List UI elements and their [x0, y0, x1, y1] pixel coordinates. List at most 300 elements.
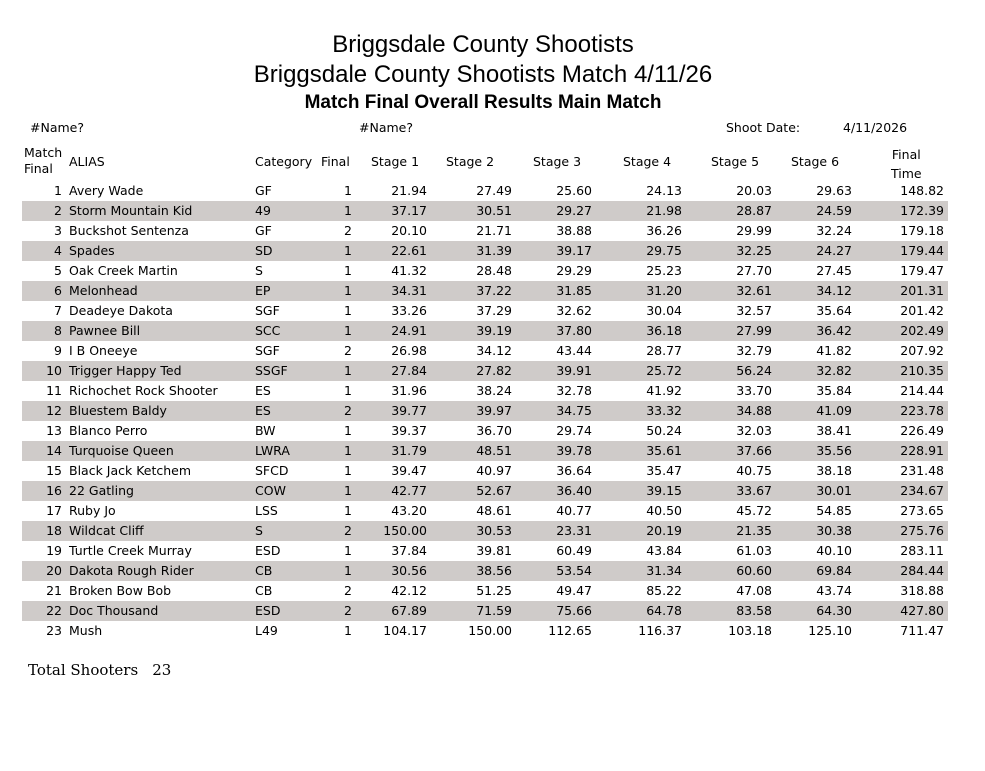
cell-stage-2: 150.00 — [468, 623, 512, 638]
cell-alias: Dakota Rough Rider — [69, 563, 194, 578]
cell-alias: 22 Gatling — [69, 483, 134, 498]
cell-final: 2 — [344, 583, 352, 598]
cell-stage-6: 69.84 — [816, 563, 852, 578]
cell-stage-3: 31.85 — [556, 283, 592, 298]
cell-alias: Black Jack Ketchem — [69, 463, 192, 478]
table-row — [22, 481, 948, 501]
cell-stage-5: 83.58 — [736, 603, 772, 618]
cell-stage-2: 28.48 — [476, 263, 512, 278]
cell-stage-4: 24.13 — [646, 183, 682, 198]
cell-stage-5: 60.60 — [736, 563, 772, 578]
cell-stage-5: 29.99 — [736, 223, 772, 238]
table-row — [22, 601, 948, 621]
cell-stage-4: 31.20 — [646, 283, 682, 298]
cell-stage-5: 32.61 — [736, 283, 772, 298]
cell-stage-4: 30.04 — [646, 303, 682, 318]
cell-alias: Deadeye Dakota — [69, 303, 173, 318]
cell-place: 10 — [46, 363, 62, 378]
cell-category: SSGF — [255, 363, 288, 378]
cell-category: ES — [255, 403, 271, 418]
cell-final-time: 207.92 — [900, 343, 944, 358]
total-shooters-label: Total Shooters — [28, 661, 139, 679]
table-row — [22, 581, 948, 601]
cell-final: 2 — [344, 403, 352, 418]
table-row — [22, 401, 948, 421]
table-row — [22, 281, 948, 301]
cell-stage-3: 49.47 — [556, 583, 592, 598]
table-row — [22, 321, 948, 341]
cell-category: LSS — [255, 503, 278, 518]
col-stage1: Stage 1 — [371, 154, 420, 169]
cell-final-time: 318.88 — [900, 583, 944, 598]
cell-stage-4: 25.72 — [646, 363, 682, 378]
cell-category: SD — [255, 243, 273, 258]
cell-alias: Bluestem Baldy — [69, 403, 167, 418]
cell-stage-5: 33.70 — [736, 383, 772, 398]
table-row — [22, 361, 948, 381]
cell-final-time: 223.78 — [900, 403, 944, 418]
cell-final-time: 148.82 — [900, 183, 944, 198]
cell-stage-5: 33.67 — [736, 483, 772, 498]
cell-category: SGF — [255, 343, 280, 358]
cell-stage-2: 31.39 — [476, 243, 512, 258]
cell-alias: Ruby Jo — [69, 503, 116, 518]
cell-stage-3: 34.75 — [556, 403, 592, 418]
cell-stage-1: 33.26 — [391, 303, 427, 318]
cell-final: 1 — [344, 483, 352, 498]
cell-final: 1 — [344, 363, 352, 378]
cell-stage-5: 27.70 — [736, 263, 772, 278]
cell-stage-5: 32.03 — [736, 423, 772, 438]
cell-stage-4: 20.19 — [646, 523, 682, 538]
club-title: Briggsdale County Shootists — [332, 31, 634, 58]
cell-stage-1: 30.56 — [391, 563, 427, 578]
cell-alias: Doc Thousand — [69, 603, 159, 618]
match-title: Briggsdale County Shootists Match 4/11/26 — [253, 61, 713, 88]
cell-stage-6: 35.64 — [816, 303, 852, 318]
cell-stage-4: 35.47 — [646, 463, 682, 478]
cell-stage-5: 40.75 — [736, 463, 772, 478]
shoot-date-label: Shoot Date: — [726, 120, 801, 135]
cell-place: 8 — [54, 323, 62, 338]
cell-stage-3: 40.77 — [556, 503, 592, 518]
cell-stage-2: 38.56 — [476, 563, 512, 578]
cell-category: GF — [255, 223, 272, 238]
cell-category: CB — [255, 583, 273, 598]
cell-stage-2: 30.51 — [476, 203, 512, 218]
cell-category: BW — [255, 423, 276, 438]
col-final-time-line1: Final — [891, 147, 921, 162]
cell-stage-4: 29.75 — [646, 243, 682, 258]
cell-stage-3: 25.60 — [556, 183, 592, 198]
cell-stage-5: 20.03 — [736, 183, 772, 198]
cell-stage-2: 71.59 — [476, 603, 512, 618]
cell-place: 6 — [54, 283, 62, 298]
cell-stage-2: 36.70 — [476, 423, 512, 438]
cell-stage-3: 43.44 — [556, 343, 592, 358]
cell-final: 1 — [344, 203, 352, 218]
cell-final: 1 — [344, 563, 352, 578]
cell-stage-1: 24.91 — [391, 323, 427, 338]
cell-place: 21 — [46, 583, 62, 598]
cell-stage-1: 26.98 — [391, 343, 427, 358]
cell-final: 1 — [344, 463, 352, 478]
cell-final-time: 201.42 — [900, 303, 944, 318]
cell-alias: Wildcat Cliff — [69, 523, 144, 538]
cell-stage-4: 28.77 — [646, 343, 682, 358]
col-stage4: Stage 4 — [623, 154, 672, 169]
cell-final: 1 — [344, 623, 352, 638]
cell-stage-6: 30.38 — [816, 523, 852, 538]
cell-stage-2: 48.61 — [476, 503, 512, 518]
cell-final-time: 226.49 — [900, 423, 944, 438]
cell-stage-1: 42.77 — [391, 483, 427, 498]
cell-stage-3: 60.49 — [556, 543, 592, 558]
cell-final: 2 — [344, 343, 352, 358]
cell-stage-4: 31.34 — [646, 563, 682, 578]
cell-stage-6: 38.41 — [816, 423, 852, 438]
cell-final-time: 228.91 — [900, 443, 944, 458]
cell-stage-3: 39.91 — [556, 363, 592, 378]
cell-alias: Avery Wade — [69, 183, 144, 198]
col-stage3: Stage 3 — [533, 154, 582, 169]
table-row — [22, 561, 948, 581]
cell-stage-2: 27.82 — [476, 363, 512, 378]
cell-category: COW — [255, 483, 286, 498]
cell-stage-3: 53.54 — [556, 563, 592, 578]
cell-final: 1 — [344, 303, 352, 318]
cell-stage-5: 103.18 — [728, 623, 772, 638]
cell-place: 22 — [46, 603, 62, 618]
cell-stage-5: 27.99 — [736, 323, 772, 338]
cell-stage-5: 32.79 — [736, 343, 772, 358]
cell-stage-1: 31.79 — [391, 443, 427, 458]
cell-final: 1 — [344, 243, 352, 258]
cell-stage-2: 21.71 — [476, 223, 512, 238]
cell-stage-1: 39.47 — [391, 463, 427, 478]
cell-stage-6: 41.09 — [816, 403, 852, 418]
table-row — [22, 541, 948, 561]
col-match-final — [24, 145, 62, 177]
cell-final: 1 — [344, 383, 352, 398]
col-final-time-line2: Time — [891, 166, 922, 181]
cell-stage-3: 39.17 — [556, 243, 592, 258]
table-row — [22, 301, 948, 321]
cell-stage-2: 48.51 — [476, 443, 512, 458]
table-row — [22, 261, 948, 281]
cell-stage-3: 36.40 — [556, 483, 592, 498]
cell-final-time: 711.47 — [900, 623, 944, 638]
cell-stage-6: 24.59 — [816, 203, 852, 218]
cell-stage-2: 38.24 — [476, 383, 512, 398]
cell-stage-6: 32.82 — [816, 363, 852, 378]
cell-stage-2: 39.81 — [476, 543, 512, 558]
cell-stage-4: 50.24 — [646, 423, 682, 438]
cell-final-time: 234.67 — [900, 483, 944, 498]
cell-category: GF — [255, 183, 272, 198]
cell-stage-4: 64.78 — [646, 603, 682, 618]
cell-final-time: 202.49 — [900, 323, 944, 338]
col-final-time — [891, 145, 922, 183]
cell-place: 17 — [46, 503, 62, 518]
cell-final-time: 210.35 — [900, 363, 944, 378]
cell-stage-2: 52.67 — [476, 483, 512, 498]
cell-alias: Blanco Perro — [69, 423, 148, 438]
cell-stage-3: 32.78 — [556, 383, 592, 398]
cell-stage-6: 43.74 — [816, 583, 852, 598]
cell-stage-4: 41.92 — [646, 383, 682, 398]
cell-alias: Turtle Creek Murray — [69, 543, 192, 558]
cell-stage-6: 30.01 — [816, 483, 852, 498]
cell-stage-2: 40.97 — [476, 463, 512, 478]
cell-stage-6: 34.12 — [816, 283, 852, 298]
col-final: Final — [321, 154, 350, 169]
cell-stage-5: 56.24 — [736, 363, 772, 378]
name-field-center: #Name? — [359, 120, 413, 135]
cell-stage-4: 21.98 — [646, 203, 682, 218]
cell-stage-3: 29.27 — [556, 203, 592, 218]
cell-final-time: 283.11 — [900, 543, 944, 558]
cell-stage-1: 42.12 — [391, 583, 427, 598]
cell-category: EP — [255, 283, 271, 298]
cell-stage-4: 36.26 — [646, 223, 682, 238]
cell-stage-1: 37.17 — [391, 203, 427, 218]
col-match-final-line1: Match — [24, 145, 63, 160]
table-row — [22, 621, 948, 641]
cell-stage-2: 30.53 — [476, 523, 512, 538]
table-row — [22, 501, 948, 521]
cell-stage-5: 47.08 — [736, 583, 772, 598]
cell-place: 14 — [46, 443, 62, 458]
cell-stage-2: 27.49 — [476, 183, 512, 198]
cell-stage-5: 45.72 — [736, 503, 772, 518]
cell-stage-6: 35.84 — [816, 383, 852, 398]
cell-place: 11 — [46, 383, 62, 398]
cell-stage-6: 64.30 — [816, 603, 852, 618]
results-table — [22, 181, 948, 641]
cell-stage-6: 54.85 — [816, 503, 852, 518]
cell-stage-3: 32.62 — [556, 303, 592, 318]
cell-stage-1: 39.37 — [391, 423, 427, 438]
col-stage5: Stage 5 — [711, 154, 760, 169]
cell-category: L49 — [255, 623, 278, 638]
col-stage6: Stage 6 — [791, 154, 840, 169]
cell-stage-1: 67.89 — [391, 603, 427, 618]
cell-stage-6: 40.10 — [816, 543, 852, 558]
cell-place: 20 — [46, 563, 62, 578]
cell-place: 4 — [54, 243, 62, 258]
cell-final: 2 — [344, 523, 352, 538]
cell-stage-4: 25.23 — [646, 263, 682, 278]
cell-stage-4: 33.32 — [646, 403, 682, 418]
col-stage2: Stage 2 — [446, 154, 495, 169]
cell-stage-1: 104.17 — [383, 623, 427, 638]
table-row — [22, 241, 948, 261]
cell-alias: Storm Mountain Kid — [69, 203, 193, 218]
cell-place: 1 — [54, 183, 62, 198]
cell-stage-6: 27.45 — [816, 263, 852, 278]
cell-stage-4: 85.22 — [646, 583, 682, 598]
cell-stage-3: 37.80 — [556, 323, 592, 338]
cell-final: 1 — [344, 443, 352, 458]
cell-final-time: 231.48 — [900, 463, 944, 478]
cell-stage-3: 23.31 — [556, 523, 592, 538]
cell-final-time: 427.80 — [900, 603, 944, 618]
cell-stage-1: 22.61 — [391, 243, 427, 258]
cell-final-time: 179.44 — [900, 243, 944, 258]
cell-stage-4: 43.84 — [646, 543, 682, 558]
cell-place: 19 — [46, 543, 62, 558]
cell-stage-6: 36.42 — [816, 323, 852, 338]
cell-stage-5: 61.03 — [736, 543, 772, 558]
cell-stage-1: 150.00 — [383, 523, 427, 538]
cell-category: ESD — [255, 603, 281, 618]
cell-stage-2: 34.12 — [476, 343, 512, 358]
cell-place: 15 — [46, 463, 62, 478]
cell-stage-5: 37.66 — [736, 443, 772, 458]
cell-alias: Trigger Happy Ted — [69, 363, 182, 378]
cell-final: 1 — [344, 283, 352, 298]
col-match-final-line2: Final — [24, 161, 53, 176]
cell-stage-4: 39.15 — [646, 483, 682, 498]
cell-final-time: 214.44 — [900, 383, 944, 398]
cell-alias: Oak Creek Martin — [69, 263, 178, 278]
cell-stage-3: 36.64 — [556, 463, 592, 478]
cell-stage-1: 41.32 — [391, 263, 427, 278]
cell-stage-5: 28.87 — [736, 203, 772, 218]
cell-final-time: 273.65 — [900, 503, 944, 518]
cell-place: 13 — [46, 423, 62, 438]
cell-stage-4: 35.61 — [646, 443, 682, 458]
table-row — [22, 521, 948, 541]
col-category: Category — [255, 154, 313, 169]
table-row — [22, 201, 948, 221]
cell-stage-3: 39.78 — [556, 443, 592, 458]
cell-category: ES — [255, 383, 271, 398]
cell-final: 1 — [344, 183, 352, 198]
table-row — [22, 421, 948, 441]
col-alias: ALIAS — [69, 154, 105, 169]
cell-place: 7 — [54, 303, 62, 318]
cell-place: 2 — [54, 203, 62, 218]
table-row — [22, 381, 948, 401]
cell-alias: Melonhead — [69, 283, 138, 298]
cell-stage-1: 27.84 — [391, 363, 427, 378]
total-shooters — [28, 661, 171, 679]
cell-stage-6: 125.10 — [808, 623, 852, 638]
cell-category: ESD — [255, 543, 281, 558]
cell-alias: I B Oneeye — [69, 343, 138, 358]
cell-stage-2: 39.19 — [476, 323, 512, 338]
cell-final-time: 172.39 — [900, 203, 944, 218]
cell-stage-4: 116.37 — [638, 623, 682, 638]
cell-alias: Richochet Rock Shooter — [69, 383, 218, 398]
cell-place: 18 — [46, 523, 62, 538]
cell-stage-3: 38.88 — [556, 223, 592, 238]
table-row — [22, 221, 948, 241]
cell-stage-3: 29.74 — [556, 423, 592, 438]
cell-stage-3: 75.66 — [556, 603, 592, 618]
cell-final-time: 179.47 — [900, 263, 944, 278]
cell-final: 1 — [344, 503, 352, 518]
cell-final-time: 275.76 — [900, 523, 944, 538]
cell-stage-1: 21.94 — [391, 183, 427, 198]
cell-stage-4: 36.18 — [646, 323, 682, 338]
cell-stage-1: 43.20 — [391, 503, 427, 518]
cell-final-time: 284.44 — [900, 563, 944, 578]
cell-final: 1 — [344, 543, 352, 558]
cell-stage-1: 39.77 — [391, 403, 427, 418]
shoot-date-value: 4/11/2026 — [843, 120, 908, 135]
cell-category: SFCD — [255, 463, 289, 478]
cell-stage-1: 20.10 — [391, 223, 427, 238]
cell-stage-5: 32.25 — [736, 243, 772, 258]
cell-place: 23 — [46, 623, 62, 638]
cell-stage-6: 24.27 — [816, 243, 852, 258]
table-row — [22, 441, 948, 461]
cell-place: 12 — [46, 403, 62, 418]
cell-alias: Turquoise Queen — [69, 443, 174, 458]
cell-stage-6: 29.63 — [816, 183, 852, 198]
cell-stage-2: 51.25 — [476, 583, 512, 598]
cell-stage-6: 38.18 — [816, 463, 852, 478]
cell-stage-2: 39.97 — [476, 403, 512, 418]
cell-final: 1 — [344, 323, 352, 338]
results-subtitle: Match Final Overall Results Main Match — [304, 92, 662, 113]
cell-place: 3 — [54, 223, 62, 238]
cell-stage-1: 37.84 — [391, 543, 427, 558]
cell-category: S — [255, 523, 263, 538]
name-field-left: #Name? — [30, 120, 84, 135]
cell-stage-3: 29.29 — [556, 263, 592, 278]
cell-stage-1: 34.31 — [391, 283, 427, 298]
cell-category: LWRA — [255, 443, 290, 458]
table-row — [22, 341, 948, 361]
cell-place: 9 — [54, 343, 62, 358]
cell-stage-5: 34.88 — [736, 403, 772, 418]
cell-category: CB — [255, 563, 273, 578]
cell-final: 2 — [344, 603, 352, 618]
cell-stage-1: 31.96 — [391, 383, 427, 398]
cell-alias: Buckshot Sentenza — [69, 223, 189, 238]
cell-stage-5: 21.35 — [736, 523, 772, 538]
cell-alias: Broken Bow Bob — [69, 583, 172, 598]
cell-final: 2 — [344, 223, 352, 238]
table-row — [22, 181, 948, 201]
cell-stage-3: 112.65 — [548, 623, 592, 638]
cell-alias: Mush — [69, 623, 103, 638]
cell-place: 5 — [54, 263, 62, 278]
cell-stage-2: 37.22 — [476, 283, 512, 298]
cell-place: 16 — [46, 483, 62, 498]
cell-final: 1 — [344, 263, 352, 278]
cell-alias: Spades — [69, 243, 115, 258]
cell-category: 49 — [255, 203, 271, 218]
cell-stage-2: 37.29 — [476, 303, 512, 318]
cell-final-time: 201.31 — [900, 283, 944, 298]
cell-alias: Pawnee Bill — [69, 323, 141, 338]
cell-stage-6: 35.56 — [816, 443, 852, 458]
cell-category: SCC — [255, 323, 281, 338]
cell-final: 1 — [344, 423, 352, 438]
table-row — [22, 461, 948, 481]
cell-stage-6: 41.82 — [816, 343, 852, 358]
cell-final-time: 179.18 — [900, 223, 944, 238]
cell-stage-5: 32.57 — [736, 303, 772, 318]
cell-category: SGF — [255, 303, 280, 318]
cell-stage-4: 40.50 — [646, 503, 682, 518]
cell-category: S — [255, 263, 263, 278]
